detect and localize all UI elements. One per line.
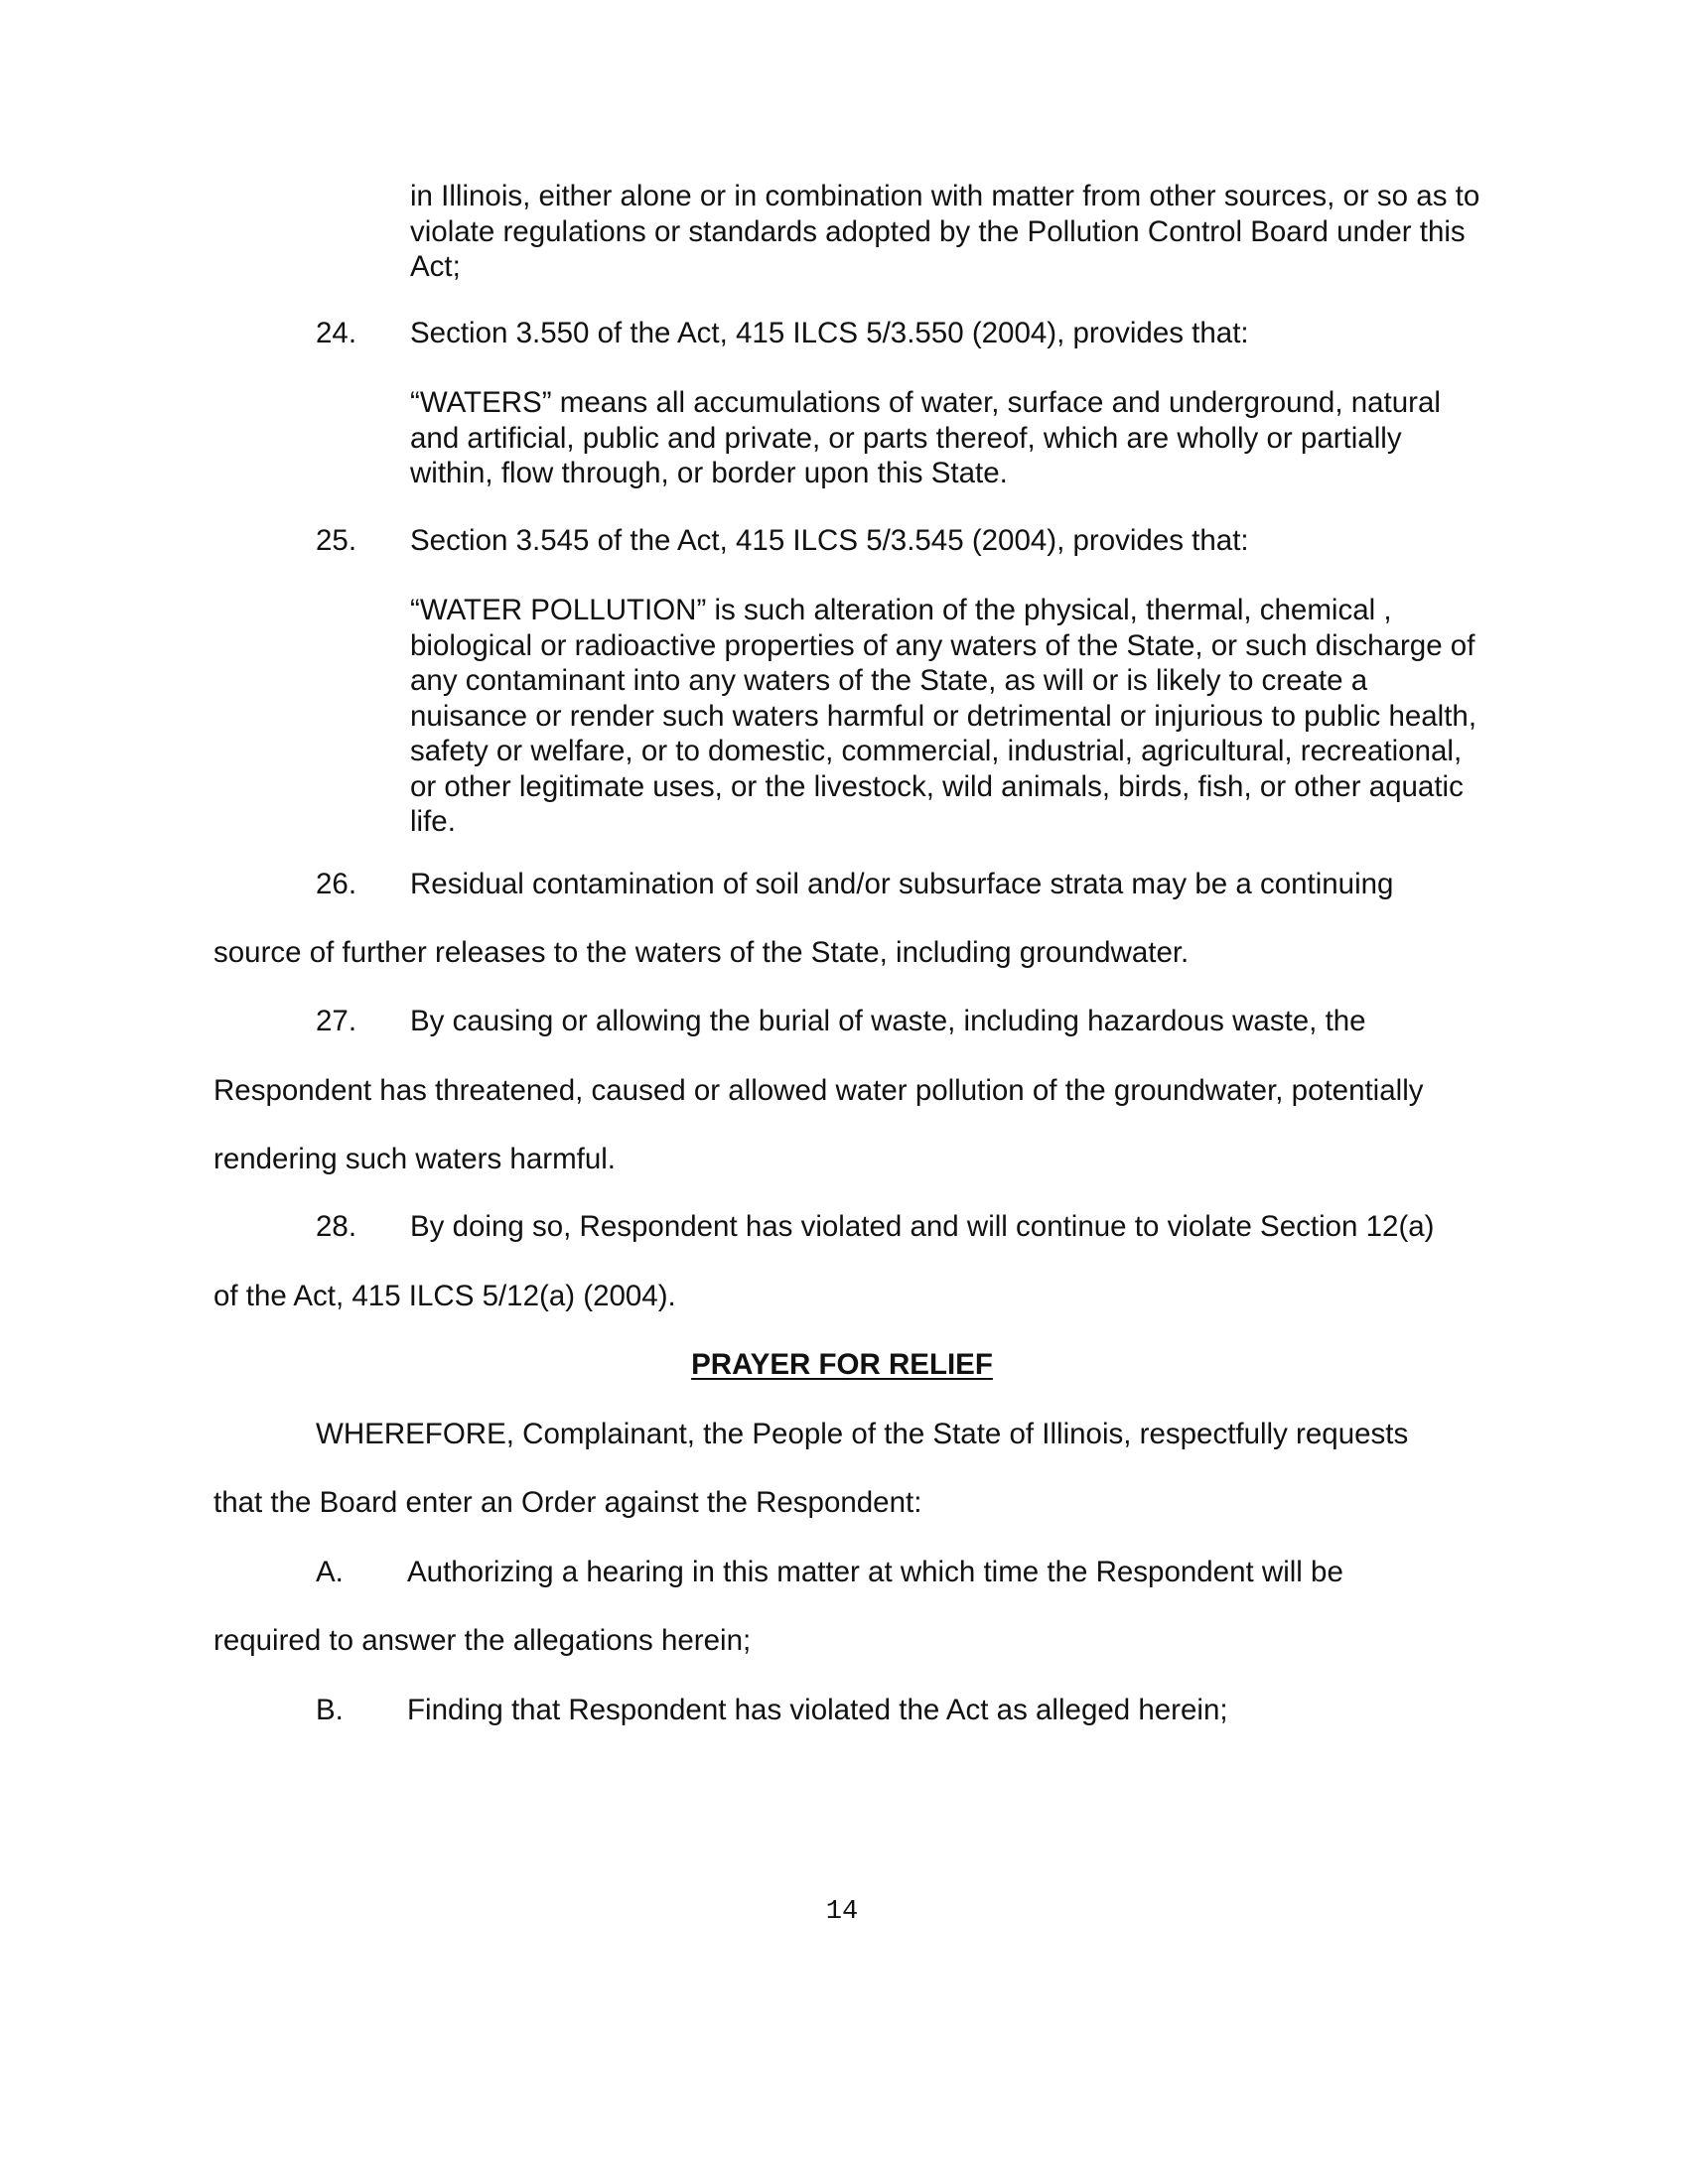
prayer-item-letter: A. [316,1556,344,1588]
paragraph-number: 27. [316,1005,357,1037]
paragraph-text-line: source of further releases to the waters of the State, including groundwater. [213,936,1190,969]
prayer-heading-text: PRAYER FOR RELIEF [691,1348,993,1381]
paragraph-text-line: By causing or allowing the burial of waste, including hazardous waste, the [410,1005,1366,1037]
prayer-item-line: Finding that Respondent has violated the Act as alleged herein; [407,1694,1228,1726]
page-number: 14 [825,1897,859,1927]
prayer-item-line: required to answer the allegations herein; [213,1624,752,1657]
paragraph-text-line: Residual contamination of soil and/or subsurface strata may be a continuing [410,868,1394,900]
paragraph-number: 28. [316,1210,357,1243]
paragraph-number: 25. [316,524,357,557]
paragraph-text: Section 3.545 of the Act, 415 ILCS 5/3.545 (2004), provides that: [410,524,1249,557]
paragraph-text: Section 3.550 of the Act, 415 ILCS 5/3.550 (2004), provides that: [410,317,1249,349]
paragraph-number: 24. [316,317,357,349]
paragraph-text-line: Respondent has threatened, caused or allowed water pollution of the groundwater, potentially [213,1074,1424,1107]
prayer-item-line: Authorizing a hearing in this matter at which time the Respondent will be [407,1556,1343,1588]
section-heading [0,1347,1684,1383]
waters-definition: “WATERS” means all accumulations of water, surface and underground, natural and artificial, public and private, or parts thereof, which are wholly or partially within, flow through, or border upon this State. [410,386,1441,489]
prayer-intro-line: that the Board enter an Order against the Respondent: [213,1486,922,1519]
paragraph-text-line: rendering such waters harmful. [213,1143,616,1175]
paragraph-text-line: of the Act, 415 ILCS 5/12(a) (2004). [213,1280,676,1312]
water-pollution-definition: “WATER POLLUTION” is such alteration of the physical, thermal, chemical , biological or radioactive properties of any waters of the State, or such discharge of any contaminant into any waters of the State, as will or is likely to create a nuisance or render such waters harmful or detrimental or injurious to public health, safety or welfare, or to domestic, commercial, industrial, agricultural, recreational, or other legitimate uses, or the livestock, wild animals, birds, fish, or other aquatic life. [410,594,1477,838]
prayer-intro-line: WHEREFORE, Complainant, the People of the State of Illinois, respectfully requests [316,1418,1409,1450]
paragraph-number: 26. [316,868,357,900]
quote-continued: in Illinois, either alone or in combination with matter from other sources, or so as to violate regulations or standards adopted by the Pollution Control Board under this Act; [410,180,1480,283]
paragraph-text-line: By doing so, Respondent has violated and will continue to violate Section 12(a) [410,1210,1435,1243]
prayer-item-letter: B. [316,1694,344,1726]
